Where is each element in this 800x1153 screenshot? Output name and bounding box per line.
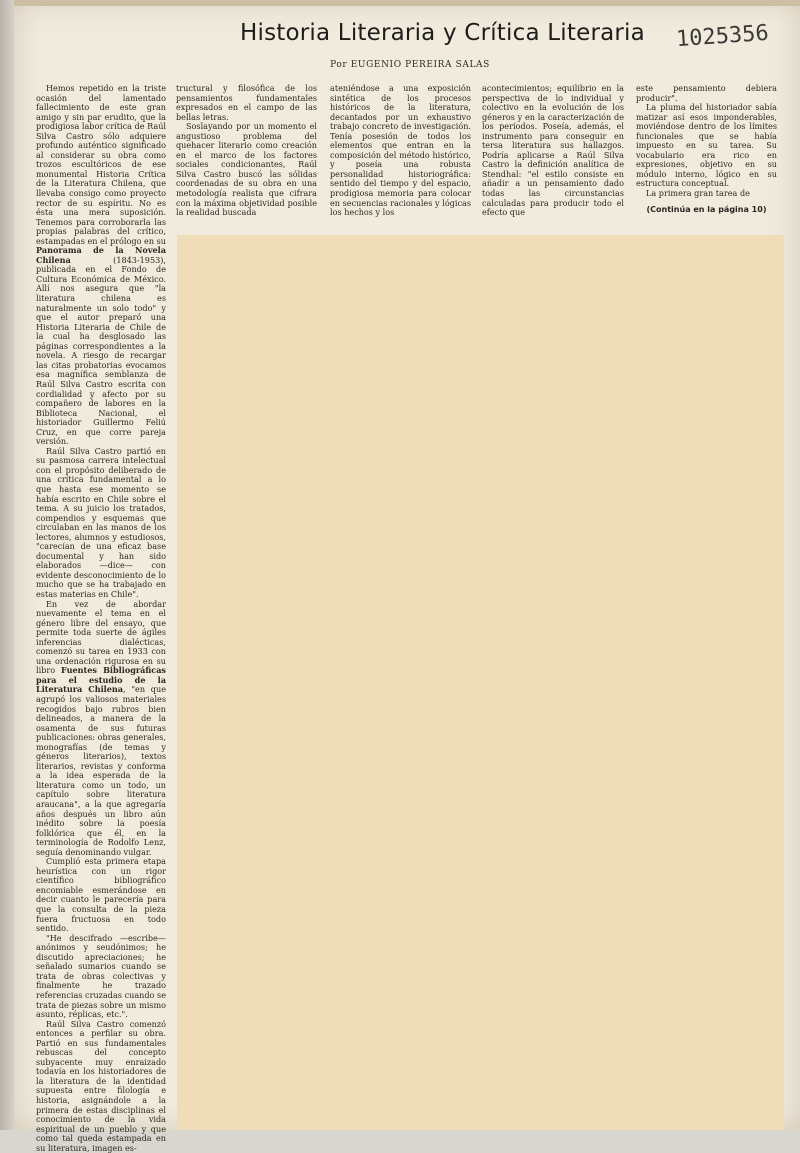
paragraph: En vez de abordar nuevamente el tema en el género libre del ensayo, que permite toda suerte de ágiles inferencias dialécticas, comenzó su tarea en 1933 con una ordenación rigurosa en su libro Fuentes Bibliográficas para el estudio de la Literatura Chilena, "en que agrupó los valiosos materiales recogidos bajo rubros bien delineados, a manera de la osamenta de sus futuras publicaciones: obras generales, monografías (de temas y géneros literarios), textos literarios, revistas y conforma a la idea esperada de la literatura como un todo, un capítulo sobre literatura araucana", a la que agregaría años después un libro aún inédito sobre la poesía folklórica que él, en la terminología de Rodolfo Lenz, seguía denominando vulgar. [36, 598, 166, 857]
paragraph: ateniéndose a una exposición sintética de los procesos históricos de la literatura, decantados por un exhaustivo trabajo concreto de investigación. Tenía posesión de todos los elementos que entran en la composición del método histórico, y poseía una robusta personalidad historiográfica: sentido del tiempo y del espacio, prodigiosa memoria para colocar en secuencias racionales y lógicas los hechos y los [330, 83, 471, 218]
scan-background-strip [0, 0, 14, 1130]
book-title: Panorama de la Novela Chilena [36, 245, 166, 265]
article-column-1 [36, 83, 167, 1153]
paragraph: acontecimientos; equilibrio en la perspectiva de lo individual y colectivo en la evolución de los géneros y en la caracterización de los períodos. Poseía, además, el instrumento para conseguir en tersa literatura sus hallazgos. Podría aplicarse a Raúl Silva Castro la definición analítica de Stendhal: "el estilo consiste en añadir a un pensamiento dado todas las circunstancias calculadas para producir todo el efecto que [482, 83, 624, 218]
paragraph: Soslayando por un momento el angustioso problema del quehacer literario como creación en el marco de los factores sociales condicionantes, Raúl Silva Castro buscó las sólidas coordenadas de su obra en una metodología realista que cifrara con la máxima objetividad posible la realidad buscada [176, 121, 317, 218]
blank-cover-area [177, 235, 784, 1130]
paragraph: "He descifrado —escribe— anónimos y seudónimos; he discutido apreciaciones; he señalado sumarios cuando se trata de obras colectivas y finalmente he trazado referencias cruzadas cuando se trata de piezas sobre un mismo asunto, réplicas, etc.". [36, 932, 166, 1020]
continuation-note: (Continúa en la página 10) [646, 204, 767, 214]
paragraph: tructural y filosófica de los pensamientos fundamentales expresados en el campo de las bellas letras. [176, 83, 317, 122]
article-column-4 [482, 84, 624, 234]
article-column-3 [330, 84, 471, 234]
archive-number: 1025356 [675, 20, 770, 53]
paragraph: este pensamiento debiera producir". [636, 83, 777, 103]
article-byline: Por EUGENIO PEREIRA SALAS [330, 60, 490, 70]
clipping-top-edge [14, 0, 800, 6]
book-title: Fuentes Bibliográficas para el estudio de la Literatura Chilena [36, 665, 166, 695]
paragraph: Cumplió esta primera etapa heurística con un rigor científico bibliográfico encomiable esmerándose en decir cuanto le parecería para que la consulta de la pieza fuera fructuosa en todo sentido. [36, 856, 166, 934]
paragraph: Raúl Silva Castro comenzó entonces a perfilar su obra. Partió en sus fundamentales rebuscas del concepto subyacente muy enraizado todavía en los historiadores de la literatura de la identidad supuesta entre filología e historia, asignándole a la primera de estas disciplinas el conocimiento de la vida espiritual de un pueblo y que como tal queda estampada en su literatura, imagen es- [36, 1018, 166, 1153]
article-column-2 [176, 84, 317, 234]
article-column-5 [636, 84, 777, 246]
paragraph: Raúl Silva Castro partió en su pasmosa carrera intelectual con el propósito deliberado de una crítica fundamental a lo que hasta ese momento se había escrito en Chile sobre el tema. A su juicio los tratados, compendios y esquemas que circulaban en las manos de los lectores, alumnos y estudiosos, "carecían de una eficaz base documental y han sido elaborados —dice— con evidente desconocimiento de lo mucho que se ha trabajado en estas materias en Chile". [36, 445, 166, 599]
paragraph: Hemos repetido en la triste ocasión del lamentado fallecimiento de este gran amigo y sin par erudito, que la prodigiosa labor crítica de Raúl Silva Castro sólo adquiere profundo auténtico significado al considerar su obra como trozos escultóricos de ese monumental Historia Crítica de la Literatura Chilena, que llevaba consigo como proyecto rector de su espíritu. No es ésta una mera suposición. Tenemos para corroborarla las propias palabras del crítico, estampadas en el prólogo en su Panorama de la Novela Chilena (1843-1953), publicada en el Fondo de Cultura Económica de México. Allí nos asegura que "la literatura chilena es naturalmente un solo todo" y que el autor preparó una Historia Literaria de Chile de la cual ha desglosado las páginas correspondientes a la novela. A riesgo de recargar las citas probatorias evocamos esa magnífica semblanza de Raúl Silva Castro escrita con cordialidad y afecto por su compañero de labores en la Biblioteca Nacional, el historiador Guillermo Feliú Cruz, en que corre pareja versión. [36, 83, 167, 447]
article-headline: Historia Literaria y Crítica Literaria [240, 20, 645, 46]
paragraph: La pluma del historiador sabía matizar así esos imponderables, moviéndose dentro de los límites funcionales que se había impuesto en su tarea. Su vocabulario era rico en expresiones, objetivo en su módulo interno, lógico en su estructura conceptual. [636, 102, 777, 189]
paragraph: La primera gran tarea de [646, 188, 750, 199]
